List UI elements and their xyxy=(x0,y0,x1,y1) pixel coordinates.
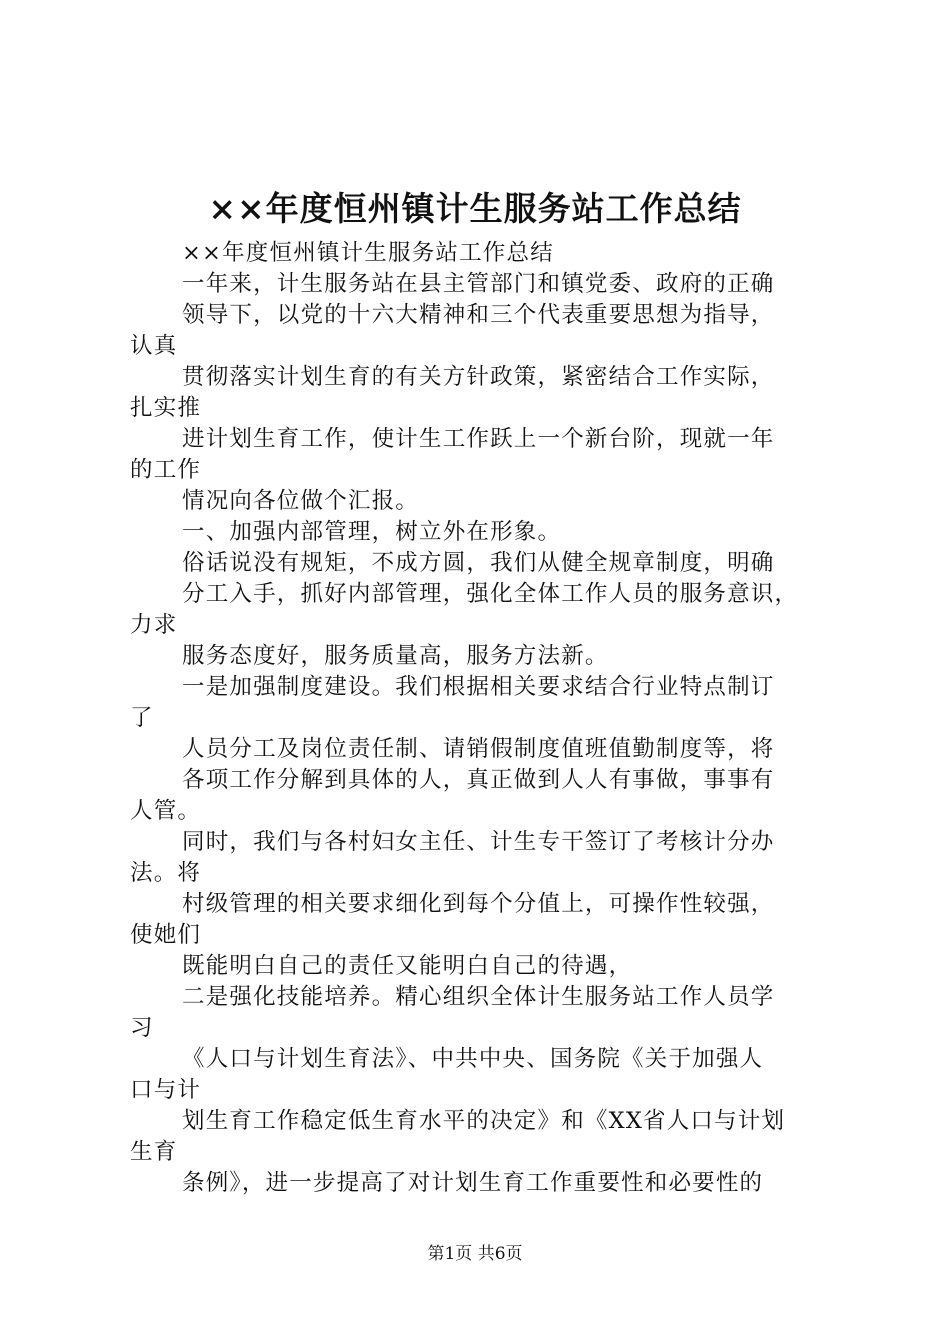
body-line: ××年度恒州镇计生服务站工作总结 xyxy=(182,240,554,266)
body-line: 既能明白自己的责任又能明白自己的待遇， xyxy=(182,953,633,979)
body-line: 俗话说没有规矩，不成方圆，我们从健全规章制度，明确 xyxy=(182,550,775,576)
body-line: 一年来，计生服务站在县主管部门和镇党委、政府的正确 xyxy=(182,271,775,297)
page-footer: 第1页 共6页 xyxy=(427,1244,523,1264)
body-line: 口与计 xyxy=(130,1077,202,1103)
document-body xyxy=(130,238,850,1199)
body-line: 分工入手，抓好内部管理，强化全体工作人员的服务意识， xyxy=(182,581,799,607)
body-line: 划生育工作稳定低生育水平的决定》和《XX省人口与计划 xyxy=(182,1108,786,1134)
body-line: 服务态度好，服务质量高，服务方法新。 xyxy=(182,643,609,669)
body-line: 人管。 xyxy=(130,798,202,824)
body-line: 贯彻落实计划生育的有关方针政策，紧密结合工作实际， xyxy=(182,364,775,390)
body-line: 了 xyxy=(130,705,154,731)
body-line: 二是强化技能培养。精心组织全体计生服务站工作人员学 xyxy=(182,984,775,1010)
body-line: 生育 xyxy=(130,1139,178,1165)
body-line: 同时，我们与各村妇女主任、计生专干签订了考核计分办 xyxy=(182,829,775,855)
body-line: 一是加强制度建设。我们根据相关要求结合行业特点制订 xyxy=(182,674,775,700)
body-line: 的工作 xyxy=(130,457,202,483)
body-line: 扎实推 xyxy=(130,395,202,421)
body-line: 进计划生育工作，使计生工作跃上一个新台阶，现就一年 xyxy=(182,426,775,452)
body-line: 领导下，以党的十六大精神和三个代表重要思想为指导， xyxy=(182,302,775,328)
body-line: 法。将 xyxy=(130,860,202,886)
body-line: 各项工作分解到具体的人，真正做到人人有事做，事事有 xyxy=(182,767,775,793)
body-line: 认真 xyxy=(130,333,178,359)
body-line: 力求 xyxy=(130,612,178,638)
body-line: 习 xyxy=(130,1015,154,1041)
body-line: 《人口与计划生育法》、中共中央、国务院《关于加强人 xyxy=(182,1046,764,1072)
body-line: 使她们 xyxy=(130,922,202,948)
document-title: ××年度恒州镇计生服务站工作总结 xyxy=(208,189,742,228)
body-line: 村级管理的相关要求细化到每个分值上，可操作性较强， xyxy=(182,891,775,917)
body-line: 情况向各位做个汇报。 xyxy=(182,488,420,514)
body-line: 一、加强内部管理，树立外在形象。 xyxy=(182,519,562,545)
body-line: 条例》，进一步提高了对计划生育工作重要性和必要性的 xyxy=(182,1170,764,1196)
body-line: 人员分工及岗位责任制、请销假制度值班值勤制度等，将 xyxy=(182,736,775,762)
